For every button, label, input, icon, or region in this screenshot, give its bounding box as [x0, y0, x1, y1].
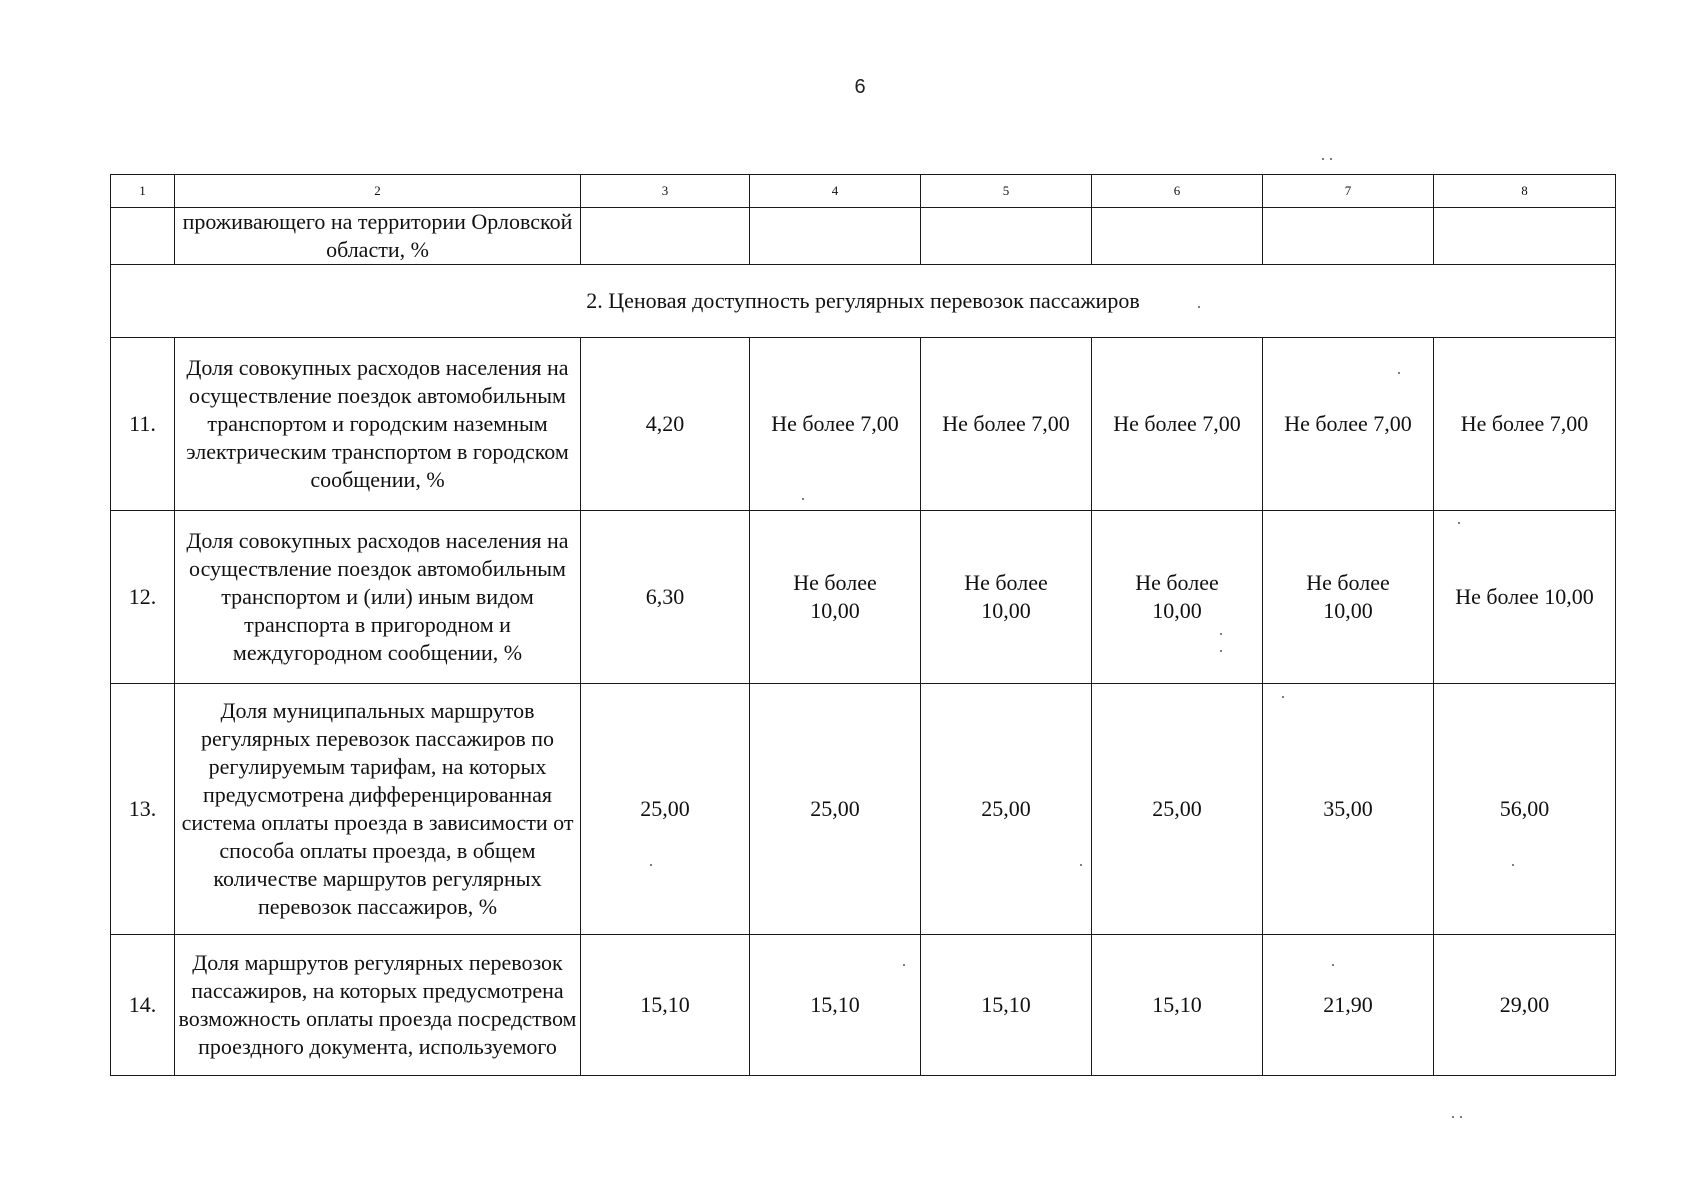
scan-speck	[1220, 650, 1222, 652]
value-cell	[921, 208, 1092, 265]
table-row	[111, 511, 1616, 684]
scan-speck	[1080, 864, 1082, 866]
value-cell: 4,20	[581, 338, 750, 511]
row-number: 11.	[111, 338, 175, 511]
scan-speck	[1398, 372, 1400, 374]
value-cell: Не более 7,00	[1092, 338, 1263, 511]
scan-speck	[1332, 964, 1334, 966]
scan-speck	[1282, 696, 1284, 698]
column-number: 2	[175, 175, 581, 208]
scan-speck	[650, 864, 652, 866]
scan-speck	[903, 964, 905, 966]
row-description: Доля муниципальных маршрутов регулярных перевозок пассажиров по регулируемым тарифам, на которых предусмотрена дифференцированная система оплаты проезда в зависимости от способа оплаты проезда, в общем количестве маршрутов регулярных перевозок пассажиров, %	[175, 684, 581, 935]
value-cell: 21,90	[1263, 935, 1434, 1076]
continuation-row	[111, 208, 1616, 265]
column-number: 4	[750, 175, 921, 208]
value-cell: Не более 10,00	[750, 511, 921, 684]
row-description: Доля совокупных расходов населения на осуществление поездок автомобильным транспортом и городским наземным электрическим транспортом в городском сообщении, %	[175, 338, 581, 511]
value-cell: Не более 7,00	[921, 338, 1092, 511]
value-cell: 6,30	[581, 511, 750, 684]
row-number: 14.	[111, 935, 175, 1076]
value-cell: 15,10	[581, 935, 750, 1076]
column-number: 8	[1434, 175, 1616, 208]
row-description: проживающего на территории Орловской области, %	[175, 208, 581, 265]
value-cell	[1434, 208, 1616, 265]
value-cell	[1263, 208, 1434, 265]
column-number: 7	[1263, 175, 1434, 208]
column-number: 3	[581, 175, 750, 208]
value-cell: Не более 7,00	[1263, 338, 1434, 511]
scan-speck	[1512, 864, 1514, 866]
value-cell: 56,00	[1434, 684, 1616, 935]
value-cell: Не более 10,00	[921, 511, 1092, 684]
value-cell: 25,00	[921, 684, 1092, 935]
value-cell: 15,10	[921, 935, 1092, 1076]
section-row	[111, 265, 1616, 338]
page-number: 6	[854, 76, 866, 98]
value-cell: 15,10	[1092, 935, 1263, 1076]
scan-speck	[1220, 633, 1222, 635]
column-number: 6	[1092, 175, 1263, 208]
scan-speck	[1330, 158, 1332, 160]
scan-speck	[1458, 522, 1460, 524]
scan-speck	[1322, 158, 1324, 160]
value-cell: 25,00	[1092, 684, 1263, 935]
row-number: 13.	[111, 684, 175, 935]
value-cell	[750, 208, 921, 265]
row-number-cell	[111, 208, 175, 265]
indicators-table	[110, 174, 1616, 1076]
value-cell	[581, 208, 750, 265]
row-number: 12.	[111, 511, 175, 684]
value-cell: 25,00	[750, 684, 921, 935]
row-description: Доля маршрутов регулярных перевозок пассажиров, на которых предусмотрена возможность оплаты проезда посредством проездного документа, используемого	[175, 935, 581, 1076]
value-cell: Не более 10,00	[1434, 511, 1616, 684]
value-cell: 29,00	[1434, 935, 1616, 1076]
value-cell: Не более 7,00	[750, 338, 921, 511]
scan-speck	[802, 498, 804, 500]
scan-speck	[1452, 1116, 1454, 1118]
row-description: Доля совокупных расходов населения на осуществление поездок автомобильным транспортом и (или) иным видом транспорта в пригородном и междугородном сообщении, %	[175, 511, 581, 684]
column-number-row	[111, 175, 1616, 208]
value-cell: Не более 7,00	[1434, 338, 1616, 511]
value-cell: 25,00	[581, 684, 750, 935]
table-row	[111, 338, 1616, 511]
value-cell: Не более 10,00	[1092, 511, 1263, 684]
scan-speck	[1198, 306, 1200, 308]
value-cell: Не более 10,00	[1263, 511, 1434, 684]
value-cell: 35,00	[1263, 684, 1434, 935]
column-number: 5	[921, 175, 1092, 208]
column-number: 1	[111, 175, 175, 208]
table-row	[111, 684, 1616, 935]
section-title: 2. Ценовая доступность регулярных перевозок пассажиров	[111, 265, 1616, 338]
value-cell: 15,10	[750, 935, 921, 1076]
value-cell	[1092, 208, 1263, 265]
table-row	[111, 935, 1616, 1076]
scan-speck	[1460, 1116, 1462, 1118]
